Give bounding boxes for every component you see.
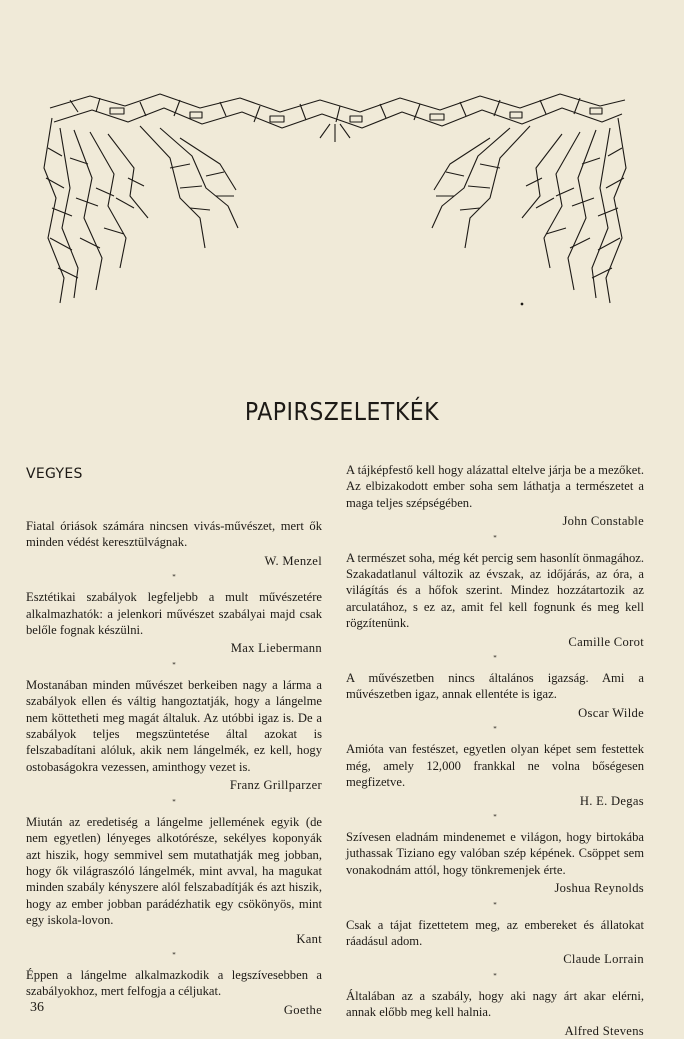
separator-asterisk: * <box>493 971 497 980</box>
quote-author: Goethe <box>283 1002 322 1017</box>
quote-text: Szívesen eladnám mindenemet e világon, hogy birtokába juthassak Tiziano egy valóban szép képének. Csöppet sem vonakodnám attól, hogy tönkremenjek érte. <box>346 829 644 877</box>
page-number: 36 <box>30 1000 44 1015</box>
separator-asterisk: * <box>172 660 176 669</box>
quote-text: Általában az a szabály, hogy aki nagy árt akar elérni, annak előbb meg kell halnia. <box>346 988 644 1020</box>
quote-text: Fiatal óriások számára nincsen vivás-művészet, mert ők minden védést keresztülvágnak. <box>26 519 322 550</box>
separator-asterisk: * <box>493 812 497 821</box>
quote-author: Oscar Wilde <box>578 705 644 720</box>
quote-author: John Constable <box>562 514 644 529</box>
quote-author: Camille Corot <box>568 634 644 649</box>
separator-asterisk: * <box>493 725 497 734</box>
quote-author: W. Menzel <box>264 553 322 568</box>
section-heading: VEGYES <box>26 466 83 482</box>
quote-author: Joshua Reynolds <box>554 881 644 896</box>
quote-text: Esztétikai szabályok legfeljebb a mult művészetére alkalmazhatók: a jelenkori művészet szabályai majd csak belőle fognak készülni. <box>26 590 322 638</box>
quote-author: Max Liebermann <box>230 641 322 656</box>
quote-author: Alfred Stevens <box>564 1023 644 1038</box>
quote-text: Éppen a lángelme alkalmazkodik a legszívesebben a szabályokhoz, mert felfogja a céljukat. <box>26 967 322 999</box>
quote-text: Amióta van festészet, egyetlen olyan képet sem festettek még, amely 12,000 frankkal ne volna bőségesen megfizetve. <box>346 742 644 790</box>
separator-asterisk: * <box>172 950 176 959</box>
quote-author: Kant <box>296 931 322 946</box>
quote-text: Csak a tájat fizettetem meg, az embereket és állatokat ráadásul adom. <box>346 917 644 948</box>
quote-author: H. E. Degas <box>579 793 644 808</box>
quote-author: Franz Grillparzer <box>229 778 322 793</box>
quote-author: Claude Lorrain <box>563 952 644 967</box>
quote-text: A művészetben nincs általános igazság. Ami a művészetben igaz, annak ellentéte is igaz. <box>346 671 644 702</box>
separator-asterisk: * <box>493 900 497 909</box>
separator-asterisk: * <box>172 573 176 582</box>
separator-asterisk: * <box>172 797 176 806</box>
left-column <box>26 518 322 1018</box>
quote-text: A természet soha, még két percig sem hasonlít önmagához. Szakadatlanul változik az évszak, az időjárás, az óra, a világítás és a hőfok szerint. Mindez hozzátartozik az arculatához, s ez az, amit fel kell fognunk és meg kell rögzítenünk. <box>346 550 644 631</box>
right-column <box>346 462 644 1039</box>
quote-text: Mostanában minden művészet berkeiben nagy a lárma a szabályok ellen és váltig hangoztatják, hogy a lángelme nem köttetheti meg magát általuk. Az utóbbi igaz is. De a szabályok teljes megszüntetése által azokat is felszabadítani alóluk, akik nem lángelmék, ez kell, hogy ostobaságokra vezessen, aminthogy vezet is. <box>26 677 322 774</box>
separator-asterisk: * <box>493 654 497 663</box>
quote-text: Miután az eredetiség a lángelme jellemének egyik (de nem egyetlen) lényeges alkotórésze, sekélyes koponyák azt hiszik, hogy semmivel sem mutathatják meg jobban, hogy ők világraszóló lángelmék, mint avval, ha magukat minden szabály kényszere alól felszabadítják és azt hiszik, hogy az ember jobban parádézhatik egy csökönyös, mint egy iskola-lovon. <box>26 814 322 928</box>
page-title: PAPIRSZELETKÉK <box>244 398 440 427</box>
quote-text: A tájképfestő kell hogy alázattal eltelve járja be a mezőket. Az elbizakodott ember soha sem láthatja a természetet a maga teljes szépségében. <box>346 463 644 510</box>
separator-asterisk: * <box>493 533 497 542</box>
decorative-ornament-header <box>30 78 640 310</box>
